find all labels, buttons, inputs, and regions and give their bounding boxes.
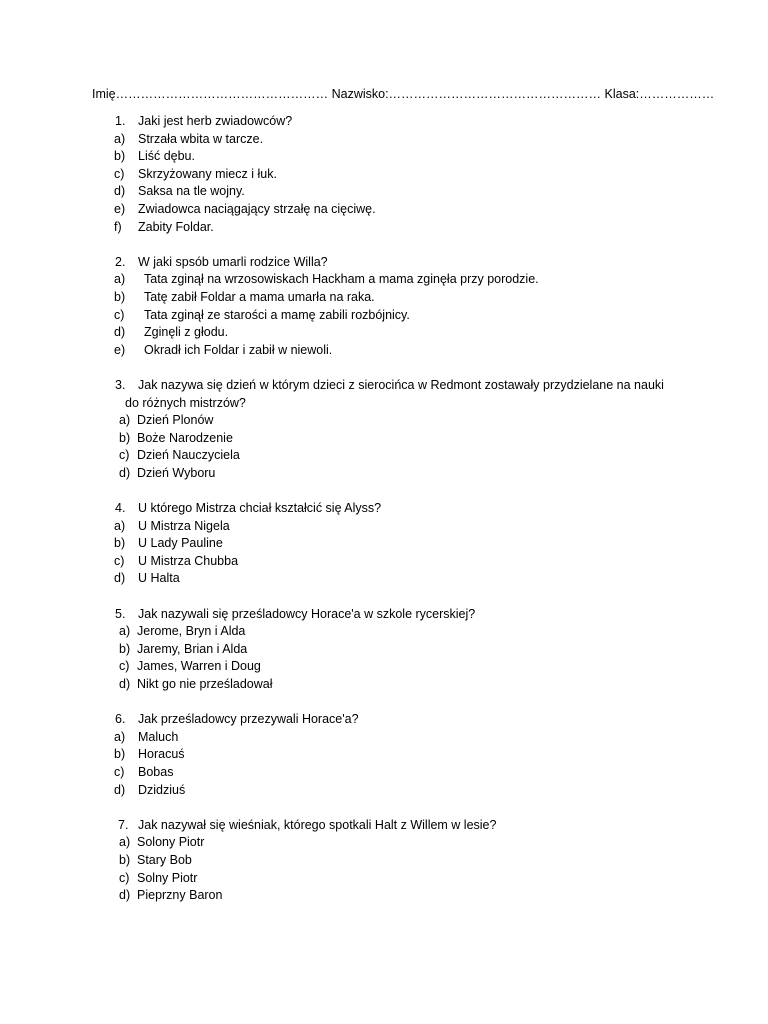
- answer-option: [0, 553, 768, 571]
- answer-text: Zwiadowca naciągający strzałę na cięciwę.: [138, 201, 376, 216]
- answer-letter: e): [114, 201, 126, 216]
- answer-text: Dzień Nauczyciela: [137, 448, 240, 463]
- question-number: 7.: [118, 817, 129, 832]
- answer-text: Solony Piotr: [137, 835, 205, 850]
- answer-text: Strzała wbita w tarcze.: [138, 131, 264, 146]
- answer-text: Solny Piotr: [137, 870, 198, 885]
- question-text: U którego Mistrza chciał kształcić się Alyss?: [138, 501, 382, 516]
- answer-option: [0, 166, 768, 184]
- answer-option: [0, 852, 768, 870]
- answer-option: [0, 518, 768, 536]
- answer-text: Skrzyżowany miecz i łuk.: [138, 166, 277, 181]
- answer-option: [0, 623, 768, 641]
- answer-text: James, Warren i Doug: [137, 659, 261, 674]
- answer-letter: d): [119, 677, 131, 691]
- answer-option: [0, 465, 768, 483]
- answer-option: [0, 447, 768, 465]
- answer-text: Horacuś: [138, 747, 185, 762]
- answer-option: [0, 219, 768, 237]
- answer-option: [0, 570, 768, 588]
- answer-text: Nikt go nie prześladował: [137, 677, 273, 691]
- answer-text: Saksa na tle wojny.: [138, 184, 245, 199]
- answer-option: [0, 834, 768, 852]
- answer-letter: c): [114, 307, 125, 322]
- answer-text: Jerome, Bryn i Alda: [137, 624, 246, 639]
- answer-letter: d): [119, 888, 131, 903]
- answer-text: Boże Narodzenie: [137, 430, 233, 445]
- answer-option: [0, 870, 768, 888]
- answer-text: U Halta: [138, 571, 180, 586]
- answer-option: [0, 289, 768, 307]
- answer-letter: d): [114, 782, 126, 797]
- answer-option: [0, 430, 768, 448]
- answer-text: Bobas: [138, 764, 174, 779]
- answer-option: [0, 641, 768, 659]
- question-number: 1.: [115, 114, 126, 128]
- answer-letter: f): [114, 219, 122, 234]
- question-number: 5.: [115, 606, 126, 621]
- answer-text: Jaremy, Brian i Alda: [137, 641, 248, 656]
- answer-text: Dzień Wyboru: [137, 465, 216, 480]
- quiz-questions: [0, 113, 768, 922]
- answer-letter: b): [119, 430, 131, 445]
- answer-text: Zabity Foldar.: [138, 219, 214, 234]
- question-3: [0, 377, 768, 483]
- answer-letter: a): [114, 518, 126, 533]
- question-text: Jak prześladowcy przezywali Horace'a?: [138, 712, 359, 727]
- answer-letter: b): [114, 536, 126, 551]
- answer-letter: c): [119, 659, 130, 674]
- answer-text: Dzidziuś: [138, 782, 186, 797]
- answer-letter: a): [119, 413, 131, 428]
- answer-option: [0, 148, 768, 166]
- answer-option: [0, 746, 768, 764]
- question-5: [0, 606, 768, 694]
- question-text: Jak nazywa się dzień w którym dzieci z sierocińca w Redmont zostawały przydzielane na nauki: [138, 377, 664, 392]
- question-6: [0, 711, 768, 799]
- answer-letter: c): [119, 448, 130, 463]
- question-number: 3.: [115, 377, 126, 392]
- question-line: [0, 500, 768, 518]
- question-line: [0, 817, 768, 835]
- answer-letter: c): [114, 764, 125, 779]
- answer-letter: d): [114, 571, 126, 586]
- answer-letter: a): [114, 272, 126, 287]
- question-number: 2.: [115, 254, 126, 269]
- answer-letter: c): [119, 870, 130, 885]
- question-text: Jak nazywali się prześladowcy Horace'a w szkole rycerskiej?: [138, 606, 476, 621]
- answer-letter: a): [119, 624, 131, 639]
- question-line: [0, 711, 768, 729]
- question-4: [0, 500, 768, 588]
- answer-text: Tatę zabił Foldar a mama umarła na raka.: [144, 289, 375, 304]
- answer-text: U Lady Pauline: [138, 536, 223, 551]
- answer-option: [0, 782, 768, 800]
- student-info-line: Imię…………………………………………… Nazwisko:…………………………………………… Klasa:………………: [92, 87, 715, 101]
- answer-letter: b): [119, 641, 131, 656]
- answer-option: [0, 131, 768, 149]
- answer-option: [0, 183, 768, 201]
- answer-text: Liść dębu.: [138, 149, 195, 164]
- answer-option: [0, 729, 768, 747]
- answer-letter: a): [114, 729, 126, 744]
- answer-letter: a): [114, 131, 126, 146]
- answer-letter: d): [119, 465, 131, 480]
- question-7: [0, 817, 768, 905]
- question-text: W jaki spsób umarli rodzice Willa?: [138, 254, 328, 269]
- question-1: [0, 113, 768, 236]
- question-number: 6.: [115, 712, 126, 727]
- answer-text: Okradł ich Foldar i zabił w niewoli.: [144, 342, 333, 357]
- answer-text: Stary Bob: [137, 852, 192, 867]
- question-line-continued: [0, 395, 768, 413]
- answer-option: [0, 271, 768, 289]
- answer-option: [0, 658, 768, 676]
- answer-letter: b): [114, 149, 126, 164]
- answer-option: [0, 676, 768, 694]
- answer-text: Dzień Plonów: [137, 413, 214, 428]
- question-line: [0, 113, 768, 131]
- answer-option: [0, 342, 768, 360]
- question-2: [0, 254, 768, 360]
- answer-option: [0, 412, 768, 430]
- question-line: [0, 377, 768, 395]
- answer-letter: d): [114, 184, 126, 199]
- question-text: Jaki jest herb zwiadowców?: [138, 114, 293, 128]
- answer-option: [0, 201, 768, 219]
- answer-option: [0, 764, 768, 782]
- answer-letter: b): [114, 747, 126, 762]
- question-number: 4.: [115, 501, 126, 516]
- answer-letter: b): [114, 289, 126, 304]
- question-line: [0, 254, 768, 272]
- answer-letter: c): [114, 553, 125, 568]
- answer-option: [0, 887, 768, 905]
- answer-letter: e): [114, 342, 126, 357]
- answer-text: Zginęli z głodu.: [144, 325, 229, 340]
- question-text: Jak nazywał się wieśniak, którego spotkali Halt z Willem w lesie?: [138, 817, 497, 832]
- answer-letter: d): [114, 325, 126, 340]
- answer-letter: c): [114, 166, 125, 181]
- answer-option: [0, 535, 768, 553]
- answer-text: Maluch: [138, 729, 179, 744]
- answer-text: U Mistrza Chubba: [138, 553, 239, 568]
- answer-text: Tata zginął na wrzosowiskach Hackham a mama zginęła przy porodzie.: [144, 272, 539, 287]
- answer-option: [0, 307, 768, 325]
- answer-text: Pieprzny Baron: [137, 888, 223, 903]
- answer-text: U Mistrza Nigela: [138, 518, 230, 533]
- answer-letter: b): [119, 852, 131, 867]
- question-line: [0, 606, 768, 624]
- answer-text: Tata zginął ze starości a mamę zabili rozbójnicy.: [144, 307, 410, 322]
- answer-option: [0, 324, 768, 342]
- question-text-continued: do różnych mistrzów?: [125, 395, 246, 410]
- answer-letter: a): [119, 835, 131, 850]
